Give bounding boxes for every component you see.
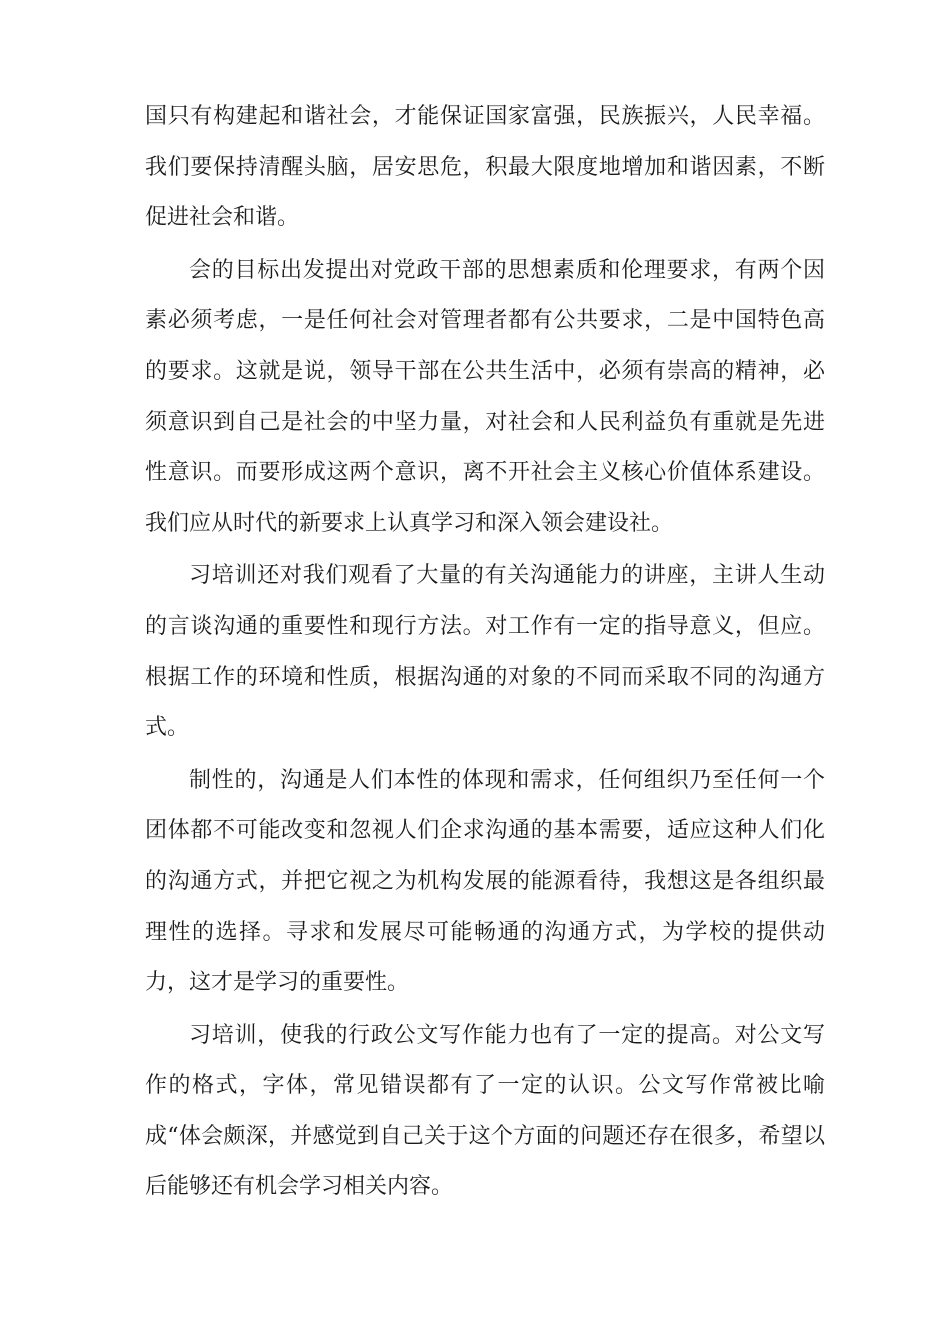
paragraph-2: 会的目标出发提出对党政干部的思想素质和伦理要求，有两个因素必须考虑，一是任何社会对管理者都有公共要求，二是中国特色高的要求。这就是说，领导干部在公共生活中，必须有崇高的精神，必须意识到自己是社会的中坚力量，对社会和人民利益负有重就是先进性意识。而要形成这两个意识，离不开社会主义核心价值体系建设。我们应从时代的新要求上认真学习和深入领会建设社。 bbox=[145, 257, 825, 536]
paragraph-3: 习培训还对我们观看了大量的有关沟通能力的讲座，主讲人生动的言谈沟通的重要性和现行方法。对工作有一定的指导意义，但应。根据工作的环境和性质，根据沟通的对象的不同而采取不同的沟通方式。 bbox=[145, 563, 825, 741]
paragraph-1: 国只有构建起和谐社会，才能保证国家富强，民族振兴，人民幸福。我们要保持清醒头脑，居安思危，积最大限度地增加和谐因素，不断促进社会和谐。 bbox=[145, 104, 825, 231]
paragraph-5: 习培训，使我的行政公文写作能力也有了一定的提高。对公文写作的格式，字体，常见错误都有了一定的认识。公文写作常被比喻成“体会颇深，并感觉到自己关于这个方面的问题还存在很多，希望以后能够还有机会学习相关内容。 bbox=[145, 1022, 825, 1200]
document-body bbox=[145, 92, 825, 1213]
paragraph-4: 制性的，沟通是人们本性的体现和需求，任何组织乃至任何一个团体都不可能改变和忽视人们企求沟通的基本需要，适应这种人们化的沟通方式，并把它视之为机构发展的能源看待，我想这是各组织最理性的选择。寻求和发展尽可能畅通的沟通方式，为学校的提供动力，这才是学习的重要性。 bbox=[145, 767, 825, 996]
